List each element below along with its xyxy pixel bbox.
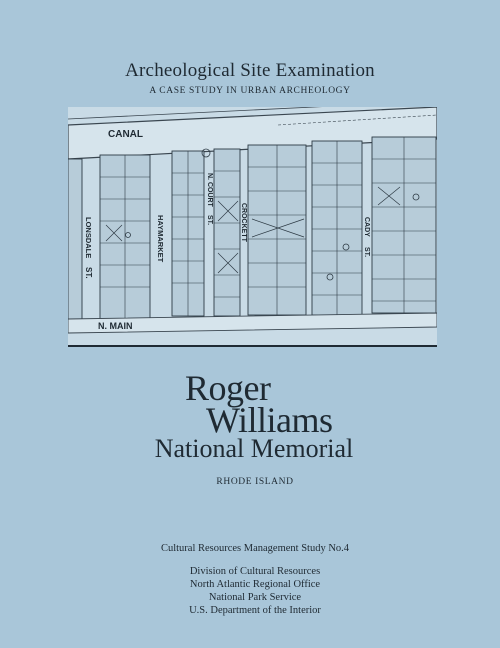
series-title: Archeological Site Examination <box>125 60 375 81</box>
label-n-court: N. COURT <box>206 173 213 207</box>
historic-map-image <box>68 107 437 345</box>
fire-insurance-map <box>68 107 437 345</box>
label-st-cady: ST. <box>363 247 370 258</box>
label-lonsdale-st: ST. <box>84 267 93 279</box>
memorial-title-line3: National Memorial <box>154 434 354 463</box>
label-cady: CADY <box>363 217 370 237</box>
study-number: Cultural Resources Management Study No.4 <box>160 543 350 554</box>
credit-regional-office: North Atlantic Regional Office <box>189 579 321 590</box>
block-far-left <box>68 159 82 319</box>
label-lonsdale: LONSDALE <box>84 217 93 259</box>
memorial-title-line1: Roger <box>185 368 271 408</box>
label-canal: CANAL <box>108 129 143 140</box>
label-st-court: ST. <box>206 215 213 226</box>
series-subtitle: A CASE STUDY IN URBAN ARCHEOLOGY <box>149 86 351 96</box>
state-name: RHODE ISLAND <box>216 477 294 487</box>
label-n-main: N. MAIN <box>98 321 133 331</box>
block-court <box>214 149 240 316</box>
label-crockett: CROCKETT <box>240 203 247 242</box>
credits-block <box>0 565 500 617</box>
city-blocks <box>68 137 436 319</box>
credit-department: U.S. Department of the Interior <box>189 605 321 616</box>
map-rule <box>68 345 437 347</box>
memorial-title-line2: Williams <box>206 400 333 440</box>
label-haymarket: HAYMARKET <box>156 215 165 263</box>
credit-park-service: National Park Service <box>208 592 302 603</box>
credit-division: Division of Cultural Resources <box>189 566 321 577</box>
